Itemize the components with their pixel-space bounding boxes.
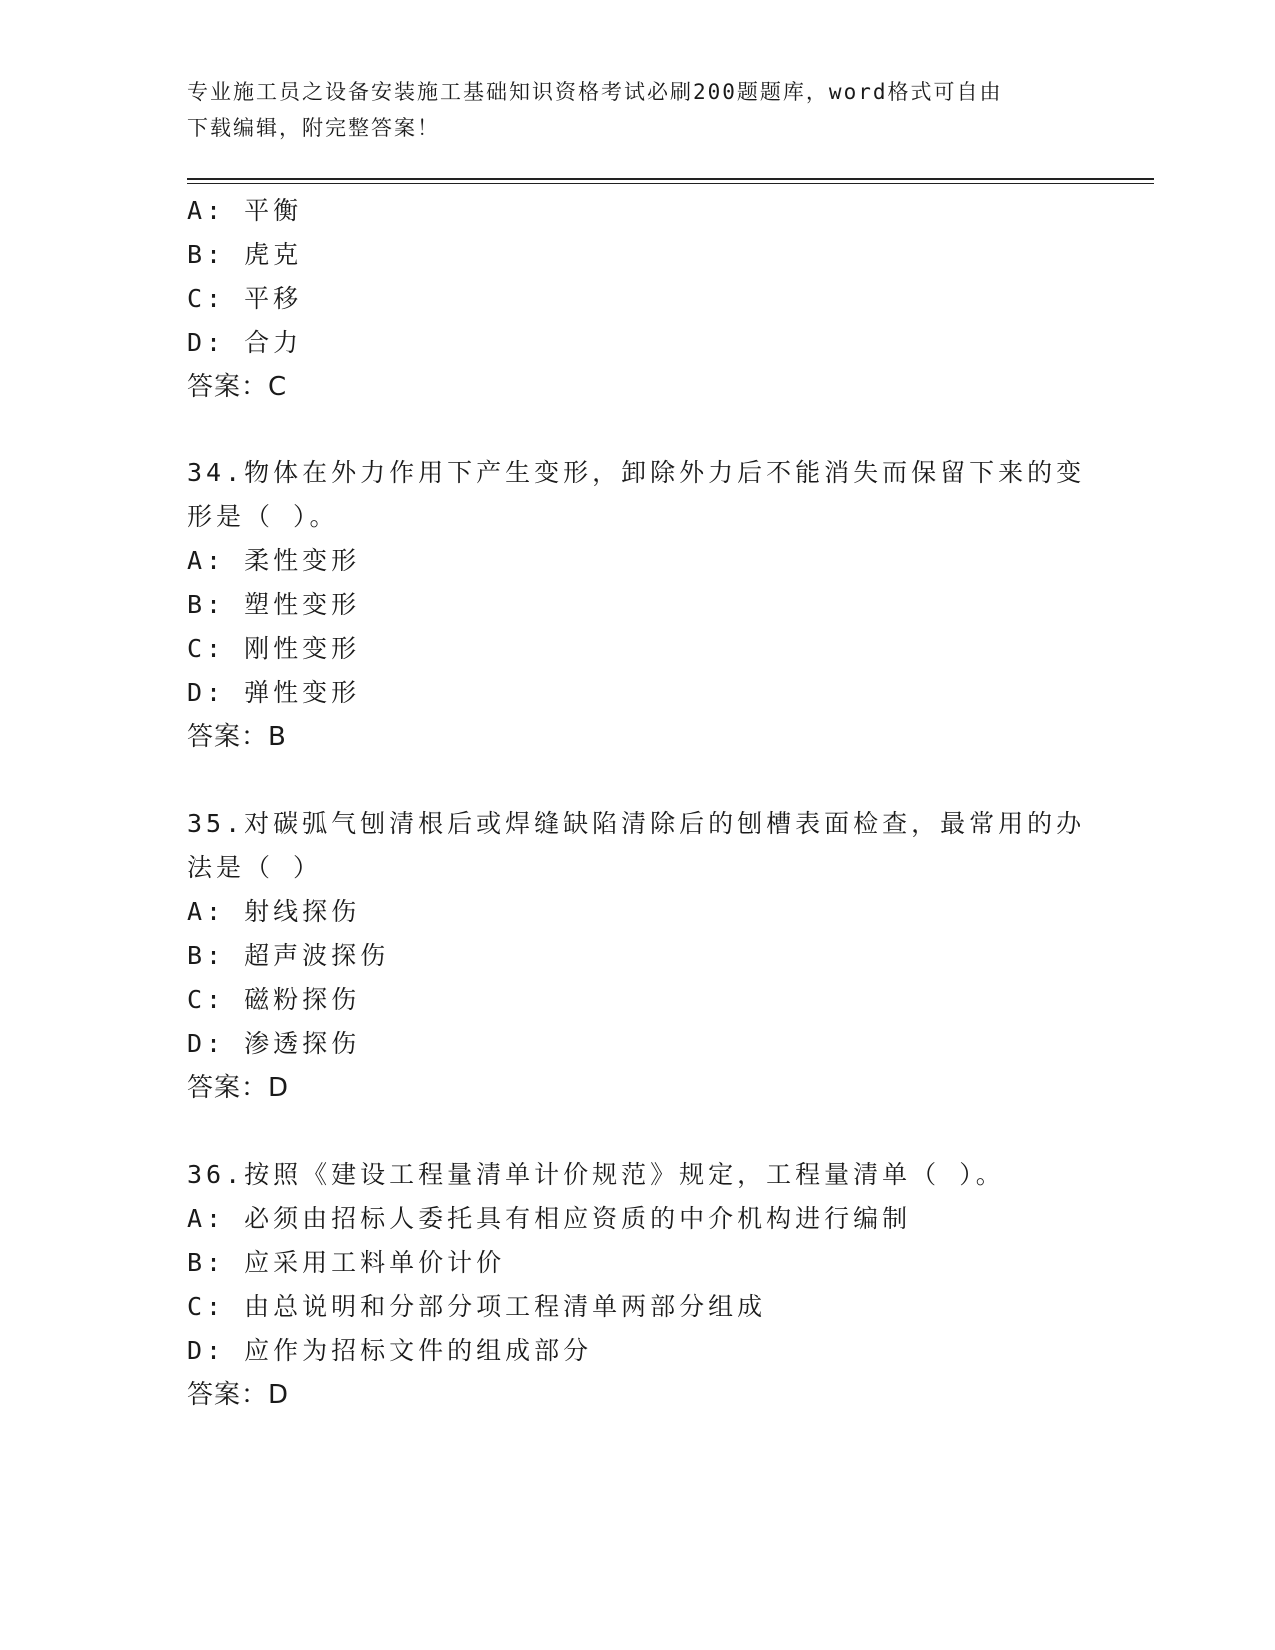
header-line-2: 下载编辑，附完整答案！ xyxy=(187,116,440,140)
q34-option-a: A: 柔性变形 xyxy=(187,546,361,575)
q35-option-d: D: 渗透探伤 xyxy=(187,1029,361,1058)
q36-option-d: D: 应作为招标文件的组成部分 xyxy=(187,1336,593,1365)
q35-answer: 答案：D xyxy=(187,1073,290,1103)
q33-option-a: A: 平衡 xyxy=(187,196,303,225)
q35-option-c: C: 磁粉探伤 xyxy=(187,985,361,1014)
q36-answer: 答案：D xyxy=(187,1380,290,1410)
header-line-1: 专业施工员之设备安装施工基础知识资格考试必刷200题题库，word格式可自由 xyxy=(187,80,1003,104)
q36-option-b: B: 应采用工料单价计价 xyxy=(187,1248,506,1277)
document-header xyxy=(187,74,1067,146)
q36-option-a: A: 必须由招标人委托具有相应资质的中介机构进行编制 xyxy=(187,1204,912,1233)
q35-option-a: A: 射线探伤 xyxy=(187,897,361,926)
q34-stem-line-1: 34.物体在外力作用下产生变形，卸除外力后不能消失而保留下来的变 xyxy=(187,458,1086,487)
q34-answer: 答案：B xyxy=(187,722,287,752)
q36-option-c: C: 由总说明和分部分项工程清单两部分组成 xyxy=(187,1292,767,1321)
q33-option-d: D: 合力 xyxy=(187,328,303,357)
q33-option-b: B: 虎克 xyxy=(187,240,303,269)
q35-stem-line-1: 35.对碳弧气刨清根后或焊缝缺陷清除后的刨槽表面检查，最常用的办 xyxy=(187,809,1086,838)
q35-stem-line-2: 法是（ ） xyxy=(187,853,323,882)
q35-option-b: B: 超声波探伤 xyxy=(187,941,390,970)
q34-option-d: D: 弹性变形 xyxy=(187,678,361,707)
header-rule-thick xyxy=(187,178,1154,180)
header-rule-thin xyxy=(187,183,1154,184)
q33-answer: 答案：C xyxy=(187,372,288,402)
q34-stem-line-2: 形是（ ）。 xyxy=(187,502,339,531)
q33-option-c: C: 平移 xyxy=(187,284,303,313)
q34-option-c: C: 刚性变形 xyxy=(187,634,361,663)
q34-option-b: B: 塑性变形 xyxy=(187,590,361,619)
q36-stem-line-1: 36.按照《建设工程量清单计价规范》规定，工程量清单（ ）。 xyxy=(187,1160,1005,1189)
